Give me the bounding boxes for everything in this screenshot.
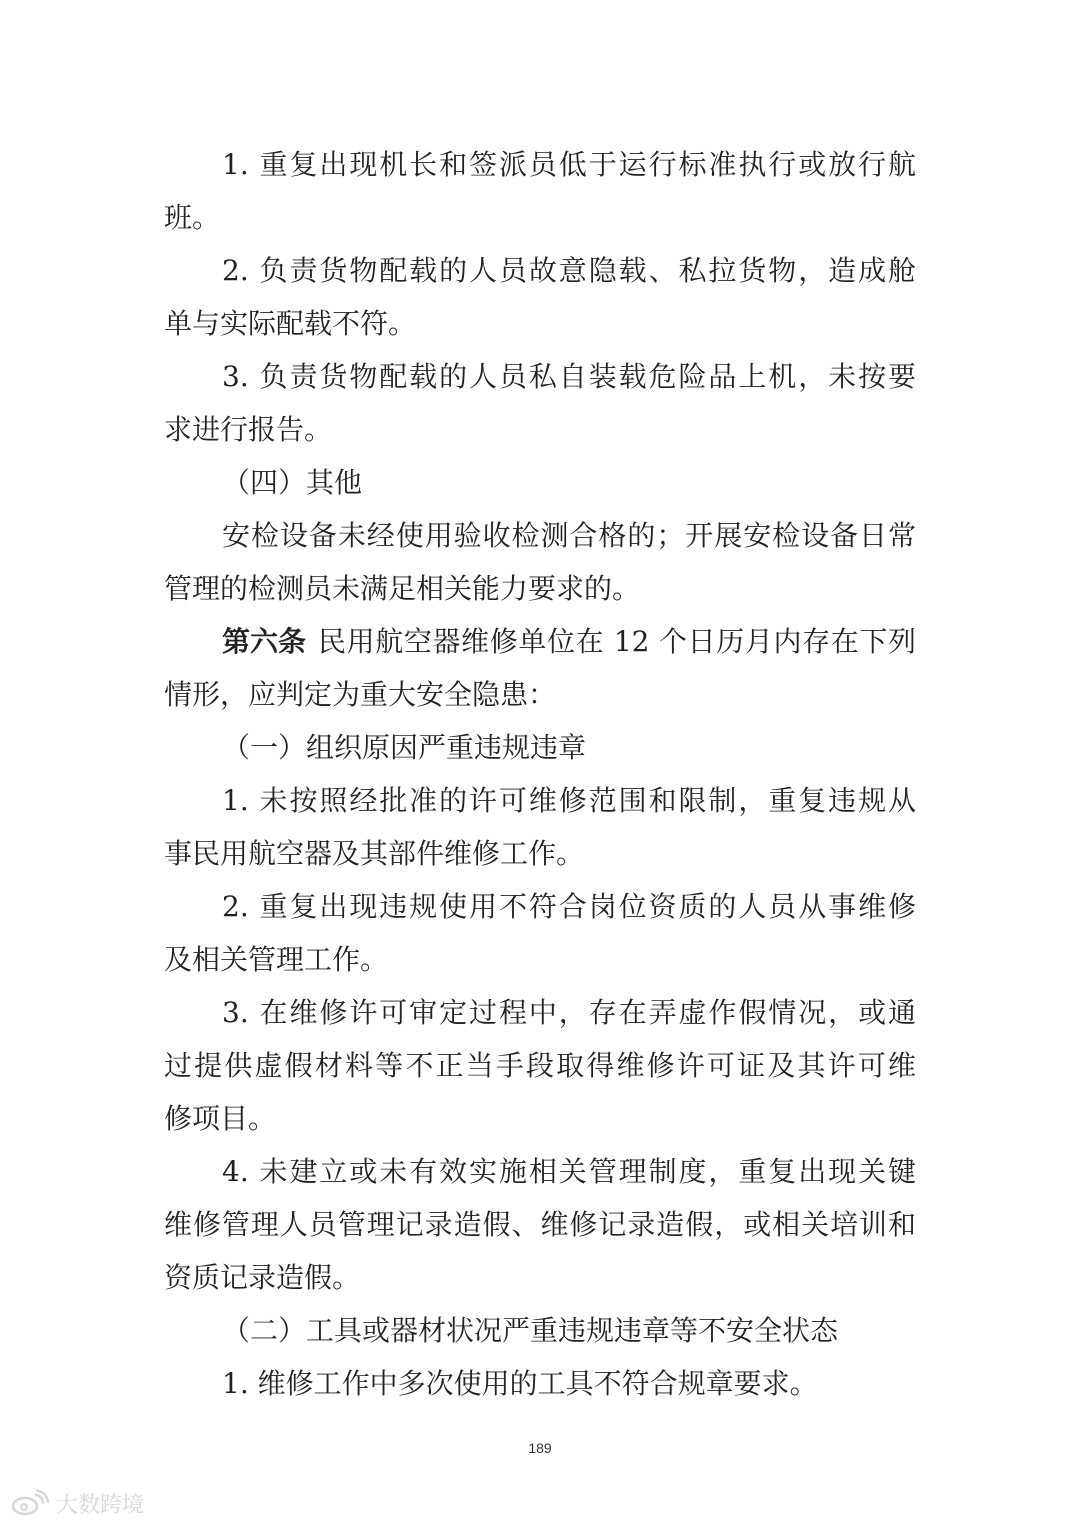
paragraph-line: 1. 重复出现机长和签派员低于运行标准执行或放行航 [222,148,916,181]
paragraph-line: 安检设备未经使用验收检测合格的；开展安检设备日常 [222,519,916,552]
page-number: 189 [528,1440,552,1456]
paragraph-line: 单与实际配载不符。 [164,307,417,340]
paragraph-line: 2. 重复出现违规使用不符合岗位资质的人员从事维修 [222,890,916,923]
watermark [10,1488,144,1518]
paragraph-line: 情形，应判定为重大安全隐患： [164,678,557,711]
paragraph-line: 修项目。 [164,1102,277,1135]
section-heading: （二）工具或器材状况严重违规违章等不安全状态 [222,1314,839,1347]
paragraph-line: 2. 负责货物配载的人员故意隐载、私拉货物，造成舱 [222,254,916,287]
paragraph-line: 维修管理人员管理记录造假、维修记录造假，或相关培训和 [164,1208,916,1241]
paragraph-line: 3. 在维修许可审定过程中，存在弄虚作假情况，或通 [222,996,916,1029]
paragraph-line: 民用航空器维修单位在 12 个日历月内存在下列 [318,625,916,658]
paragraph-line: 及相关管理工作。 [164,943,389,976]
section-heading: （四）其他 [222,466,363,499]
paragraph-line: 班。 [164,201,221,234]
paragraph-line: 事民用航空器及其部件维修工作。 [164,837,585,870]
watermark-text: 大数跨境 [56,1492,145,1518]
paragraph-line: 求进行报告。 [164,413,333,446]
article-heading: 第六条 [222,625,307,658]
section-heading: （一）组织原因严重违规违章 [222,731,587,764]
paragraph-line: 资质记录造假。 [164,1261,361,1294]
paragraph-line: 3. 负责货物配载的人员私自装载危险品上机，未按要 [222,360,916,393]
paragraph-line: 1. 未按照经批准的许可维修范围和限制，重复违规从 [222,784,916,817]
paragraph-line: 过提供虚假材料等不正当手段取得维修许可证及其许可维 [164,1049,916,1082]
paragraph-line: 1. 维修工作中多次使用的工具不符合规章要求。 [222,1367,818,1400]
weibo-logo-icon [10,1489,50,1517]
paragraph-line: 管理的检测员未满足相关能力要求的。 [164,572,641,605]
article-line [222,622,916,662]
paragraph-line: 4. 未建立或未有效实施相关管理制度，重复出现关键 [222,1155,916,1188]
